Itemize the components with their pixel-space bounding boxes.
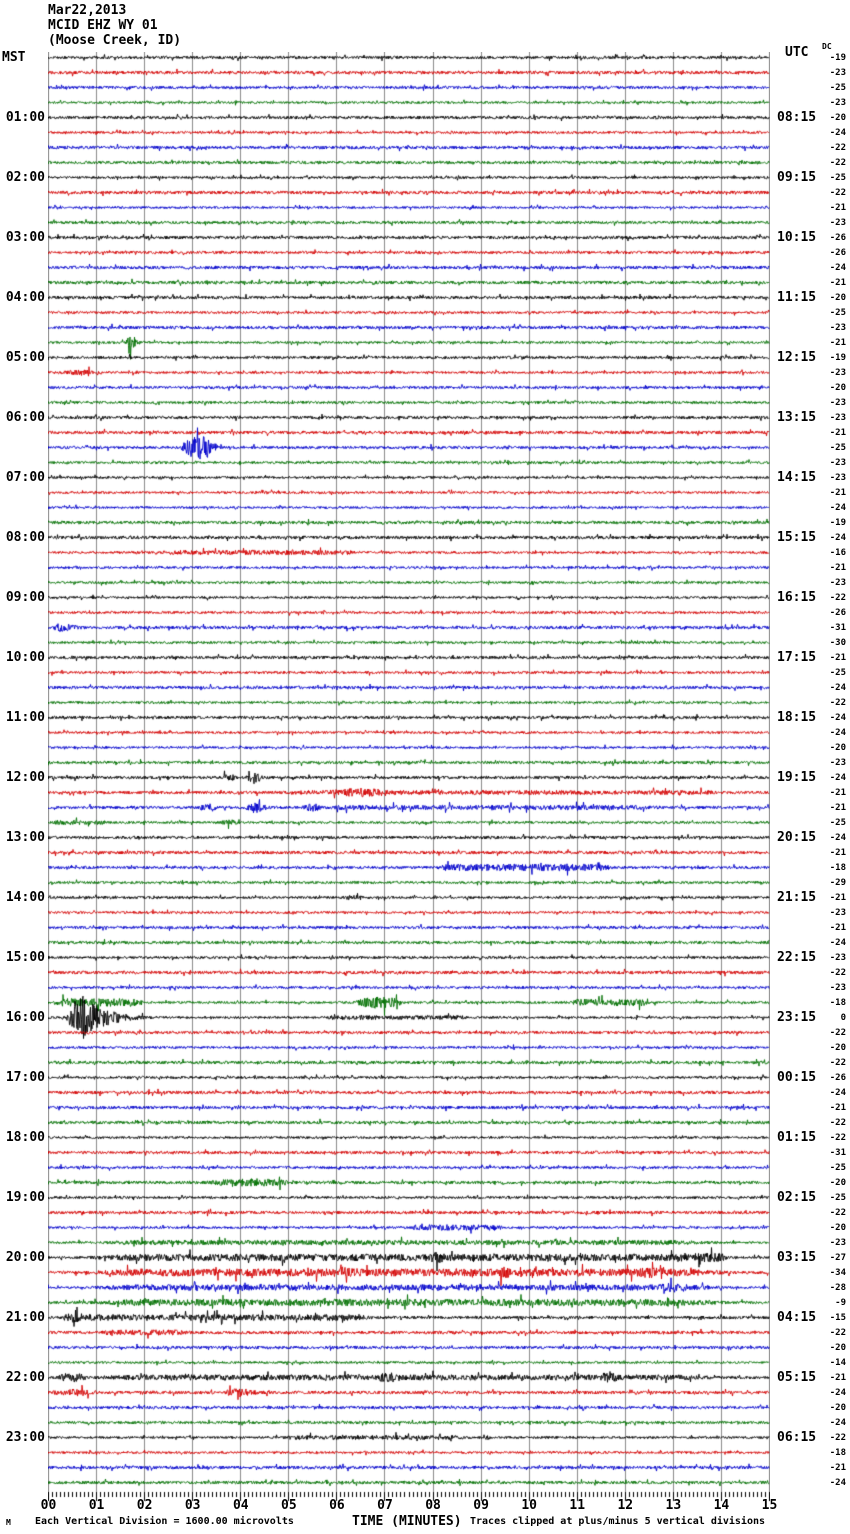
dc-offset-value: -20 (829, 292, 846, 303)
dc-offset-value: -21 (829, 277, 846, 288)
dc-offset-value: -23 (829, 472, 846, 483)
utc-label-1715: 17:15 (777, 649, 817, 665)
dc-offset-value: -22 (829, 157, 846, 168)
dc-offset-value: -9 (835, 1297, 846, 1308)
mst-label-1000: 10:00 (5, 649, 45, 665)
utc-label-0815: 08:15 (777, 109, 817, 125)
minute-tick-label-05: 05 (281, 1498, 297, 1513)
mst-label-1200: 12:00 (5, 769, 45, 785)
dc-offset-value: -25 (829, 1192, 846, 1203)
footer-scale-note: Each Vertical Division = 1600.00 microvolts (35, 1516, 294, 1527)
minute-tick-label-06: 06 (329, 1498, 345, 1513)
mst-label-0700: 07:00 (5, 469, 45, 485)
dc-offset-value: -16 (829, 547, 846, 558)
dc-offset-value: -21 (829, 922, 846, 933)
utc-label-1815: 18:15 (777, 709, 817, 725)
mst-label-0900: 09:00 (5, 589, 45, 605)
minute-tick-label-09: 09 (473, 1498, 489, 1513)
dc-offset-value: -25 (829, 667, 846, 678)
dc-offset-value: -20 (829, 742, 846, 753)
left-timezone-label: MST (2, 50, 26, 65)
dc-offset-value: -19 (829, 352, 846, 363)
dc-offset-value: -34 (829, 1267, 846, 1278)
dc-offset-value: -23 (829, 367, 846, 378)
dc-offset-value: -24 (829, 727, 846, 738)
dc-offset-value: -24 (829, 127, 846, 138)
dc-offset-value: -27 (829, 1252, 846, 1263)
dc-offset-value: -26 (829, 607, 846, 618)
mst-label-1300: 13:00 (5, 829, 45, 845)
dc-offset-value: -21 (829, 337, 846, 348)
utc-label-2115: 21:15 (777, 889, 817, 905)
mst-label-1100: 11:00 (5, 709, 45, 725)
header-station: MCID EHZ WY 01 (48, 18, 158, 33)
minute-tick-label-15: 15 (761, 1498, 778, 1513)
dc-offset-value: -23 (829, 322, 846, 333)
utc-label-0515: 05:15 (777, 1369, 817, 1385)
dc-offset-value: -23 (829, 67, 846, 78)
dc-offset-value: -21 (829, 802, 846, 813)
dc-offset-value: -24 (829, 832, 846, 843)
dc-offset-value: -24 (829, 1417, 846, 1428)
dc-offset-value: -21 (829, 652, 846, 663)
dc-offset-value: -21 (829, 1372, 846, 1383)
minute-tick-label-13: 13 (665, 1498, 682, 1513)
utc-label-0015: 00:15 (777, 1069, 817, 1085)
minute-tick-label-04: 04 (232, 1498, 249, 1513)
utc-label-1915: 19:15 (777, 769, 817, 785)
utc-label-1415: 14:15 (777, 469, 817, 485)
dc-offset-value: -22 (829, 1057, 846, 1068)
right-timezone-label: UTC (785, 45, 809, 60)
mst-label-0600: 06:00 (5, 409, 45, 425)
dc-offset-value: -23 (829, 907, 846, 918)
dc-offset-value: -24 (829, 772, 846, 783)
mst-label-1700: 17:00 (5, 1069, 45, 1085)
mst-label-1900: 19:00 (5, 1189, 45, 1205)
dc-offset-value: -22 (829, 187, 846, 198)
mst-label-0500: 05:00 (5, 349, 45, 365)
dc-offset-value: -24 (829, 682, 846, 693)
dc-offset-value: -31 (829, 622, 846, 633)
utc-label-0115: 01:15 (777, 1129, 817, 1145)
dc-offset-value: -22 (829, 142, 846, 153)
dc-offset-value: -18 (829, 1447, 846, 1458)
dc-offset-value: -23 (829, 577, 846, 588)
mst-label-2200: 22:00 (5, 1369, 45, 1385)
dc-offset-value: -14 (829, 1357, 846, 1368)
utc-label-0415: 04:15 (777, 1309, 817, 1325)
mst-label-1500: 15:00 (5, 949, 45, 965)
utc-label-1315: 13:15 (777, 409, 817, 425)
dc-offset-value: -22 (829, 1327, 846, 1338)
utc-label-2015: 20:15 (777, 829, 817, 845)
utc-label-2315: 23:15 (777, 1009, 817, 1025)
dc-offset-value: -22 (829, 1117, 846, 1128)
mst-label-2100: 21:00 (5, 1309, 45, 1325)
dc-offset-value: -20 (829, 1342, 846, 1353)
dc-offset-value: -24 (829, 712, 846, 723)
header-location: (Moose Creek, ID) (48, 33, 182, 48)
utc-label-1215: 12:15 (777, 349, 817, 365)
dc-offset-value: -25 (829, 1162, 846, 1173)
dc-offset-value: -25 (829, 82, 846, 93)
dc-offset-value: -25 (829, 442, 846, 453)
dc-offset-value: -28 (829, 1282, 846, 1293)
dc-offset-value: -22 (829, 1207, 846, 1218)
dc-offset-value: -22 (829, 967, 846, 978)
dc-offset-value: -26 (829, 247, 846, 258)
minute-tick-label-01: 01 (88, 1498, 105, 1513)
dc-offset-value: -22 (829, 1432, 846, 1443)
mst-label-2300: 23:00 (5, 1429, 45, 1445)
dc-offset-value: -26 (829, 1072, 846, 1083)
dc-offset-value: -25 (829, 817, 846, 828)
utc-label-1015: 10:15 (777, 229, 817, 245)
minute-tick-label-07: 07 (377, 1498, 393, 1513)
utc-label-0915: 09:15 (777, 169, 817, 185)
header-date: Mar22,2013 (48, 3, 127, 18)
dc-offset-value: -23 (829, 412, 846, 423)
watermark-glyph: M (6, 1518, 11, 1527)
dc-offset-value: -15 (829, 1312, 846, 1323)
utc-label-0215: 02:15 (777, 1189, 817, 1205)
mst-label-2000: 20:00 (5, 1249, 45, 1265)
dc-column-header: DC (822, 42, 832, 51)
dc-offset-value: -20 (829, 1402, 846, 1413)
dc-offset-value: -23 (829, 217, 846, 228)
dc-offset-value: -23 (829, 97, 846, 108)
dc-offset-value: -29 (829, 877, 846, 888)
dc-offset-value: -21 (829, 427, 846, 438)
dc-offset-value: -21 (829, 1462, 846, 1473)
minute-tick-label-00: 00 (40, 1498, 57, 1513)
mst-label-0200: 02:00 (5, 169, 45, 185)
dc-offset-value: -18 (829, 997, 846, 1008)
dc-offset-value: -20 (829, 112, 846, 123)
dc-offset-value: -20 (829, 1177, 846, 1188)
dc-offset-value: -23 (829, 397, 846, 408)
dc-offset-value: -24 (829, 1087, 846, 1098)
dc-offset-value: -22 (829, 697, 846, 708)
utc-label-0315: 03:15 (777, 1249, 817, 1265)
utc-label-2215: 22:15 (777, 949, 817, 965)
dc-offset-value: -26 (829, 232, 846, 243)
dc-offset-value: -23 (829, 952, 846, 963)
mst-label-0300: 03:00 (5, 229, 45, 245)
utc-label-0615: 06:15 (777, 1429, 817, 1445)
utc-label-1115: 11:15 (777, 289, 817, 305)
dc-offset-value: -20 (829, 1042, 846, 1053)
dc-offset-value: -21 (829, 847, 846, 858)
minute-tick-label-10: 10 (521, 1498, 537, 1513)
dc-offset-value: -20 (829, 1222, 846, 1233)
minute-tick-label-08: 08 (425, 1498, 441, 1513)
dc-offset-value: -18 (829, 862, 846, 873)
dc-offset-value: -31 (829, 1147, 846, 1158)
mst-label-0400: 04:00 (5, 289, 45, 305)
dc-offset-value: -19 (829, 517, 846, 528)
dc-offset-value: -23 (829, 1237, 846, 1248)
dc-offset-value: -20 (829, 382, 846, 393)
dc-offset-value: -24 (829, 532, 846, 543)
dc-offset-value: -21 (829, 1102, 846, 1113)
dc-offset-value: 0 (840, 1012, 846, 1023)
dc-offset-value: -23 (829, 982, 846, 993)
dc-offset-value: -21 (829, 487, 846, 498)
mst-label-0800: 08:00 (5, 529, 45, 545)
seismogram-canvas (48, 52, 770, 1502)
dc-offset-value: -19 (829, 52, 846, 63)
x-axis-title: TIME (MINUTES) (352, 1514, 462, 1529)
dc-offset-value: -22 (829, 592, 846, 603)
minute-tick-label-03: 03 (184, 1498, 201, 1513)
dc-offset-value: -24 (829, 1387, 846, 1398)
mst-label-1400: 14:00 (5, 889, 45, 905)
dc-offset-value: -21 (829, 892, 846, 903)
dc-offset-value: -21 (829, 562, 846, 573)
dc-offset-value: -22 (829, 1027, 846, 1038)
minute-tick-label-14: 14 (713, 1498, 730, 1513)
dc-offset-value: -21 (829, 787, 846, 798)
minute-tick-label-02: 02 (136, 1498, 153, 1513)
utc-label-1615: 16:15 (777, 589, 817, 605)
dc-offset-value: -24 (829, 1477, 846, 1488)
dc-offset-value: -21 (829, 202, 846, 213)
dc-offset-value: -23 (829, 757, 846, 768)
dc-offset-value: -25 (829, 307, 846, 318)
dc-offset-value: -24 (829, 262, 846, 273)
footer-clip-note: Traces clipped at plus/minus 5 vertical divisions (470, 1516, 766, 1527)
dc-offset-value: -22 (829, 1132, 846, 1143)
dc-offset-value: -24 (829, 937, 846, 948)
dc-offset-value: -24 (829, 502, 846, 513)
utc-label-1515: 15:15 (777, 529, 817, 545)
dc-offset-value: -25 (829, 172, 846, 183)
minute-tick-label-12: 12 (617, 1498, 634, 1513)
dc-offset-value: -23 (829, 457, 846, 468)
mst-label-1800: 18:00 (5, 1129, 45, 1145)
dc-offset-value: -30 (829, 637, 846, 648)
minute-tick-label-11: 11 (569, 1498, 586, 1513)
mst-label-0100: 01:00 (5, 109, 45, 125)
mst-label-1600: 16:00 (5, 1009, 45, 1025)
